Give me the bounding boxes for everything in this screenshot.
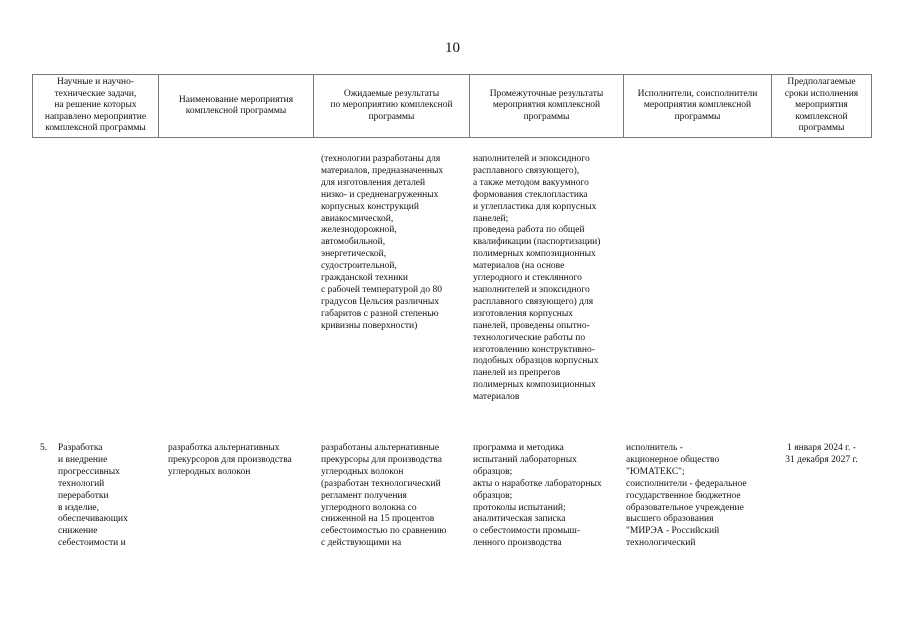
header-intermediate-results-text: Промежуточные результаты мероприятия комплексной программы [489, 88, 604, 122]
row2-intermediate-results: программа и методика испытаний лабораторных образцов; акты о наработке лабораторных образцов; протоколы испытаний; аналитическая записка о себестоимости промыш- ленного производства [473, 443, 602, 549]
row2-number: 5. [40, 443, 48, 453]
row1-expected-results: (технологии разработаны для материалов, предназначенных для изготовления деталей низко- и средненагруженных корпусных конструкций авиакосмической, железнодорожной, автомобильной, энергетической, судостроительной, гражданской техники с рабочей температурой до 80 градусов Цельсия различных габаритов с разной степенью кривизны поверхности) [321, 154, 444, 331]
header-executors [623, 74, 771, 138]
row2-task: Разработка и внедрение прогрессивных технологий переработки в изделие, обеспечивающих снижение себестоимости и [58, 443, 128, 549]
header-event-name [158, 74, 313, 138]
header-deadlines [771, 74, 872, 138]
header-expected-results-text: Ожидаемые результаты по мероприятию комплексной программы [330, 88, 453, 122]
header-expected-results [313, 74, 469, 138]
page-number: 10 [445, 40, 460, 56]
row2-expected-results: разработаны альтернативные прекурсоры для производства углеродных волокон (разработан технологический регламент получения углеродного волокна со сниженной на 15 процентов себестоимостью по сравнению с действующими на [321, 443, 447, 549]
header-intermediate-results [469, 74, 623, 138]
header-deadlines-text: Предполагаемые сроки исполнения мероприятия комплексной программы [784, 77, 859, 134]
row2-event-name: разработка альтернативных прекурсоров для производства углеродных волокон [168, 443, 292, 477]
header-tasks-text: Научные и научно- технические задачи, на решение которых направлено мероприятие комплексной программы [44, 77, 147, 134]
row1-intermediate-results: наполнителей и эпоксидного расплавного связующего), а также методом вакуумного формования стеклопластика и углепластика для корпусных панелей; проведена работа по общей квалификации (паспортизации) полимерных композиционных материалов (на основе углеродного и стеклянного наполнителей и эпоксидного расплавного связующего) для изготовления корпусных панелей, проведены опытно- технологические работы по изготовлению конструктивно- подобных образцов корпусных панелей из препрегов полимерных композиционных материалов [473, 154, 601, 403]
header-tasks [32, 74, 158, 138]
header-executors-text: Исполнители, соисполнители мероприятия комплексной программы [637, 88, 758, 122]
row2-deadline: 1 января 2024 г. - 31 декабря 2027 г. [785, 443, 858, 465]
header-event-name-text: Наименование мероприятия комплексной программы [178, 94, 294, 116]
row2-executors: исполнитель - акционерное общество "ЮМАТЕКС"; соисполнители - федеральное государственное бюджетное образовательное учреждение высшего образования "МИРЭА - Российский технологический [626, 443, 747, 549]
